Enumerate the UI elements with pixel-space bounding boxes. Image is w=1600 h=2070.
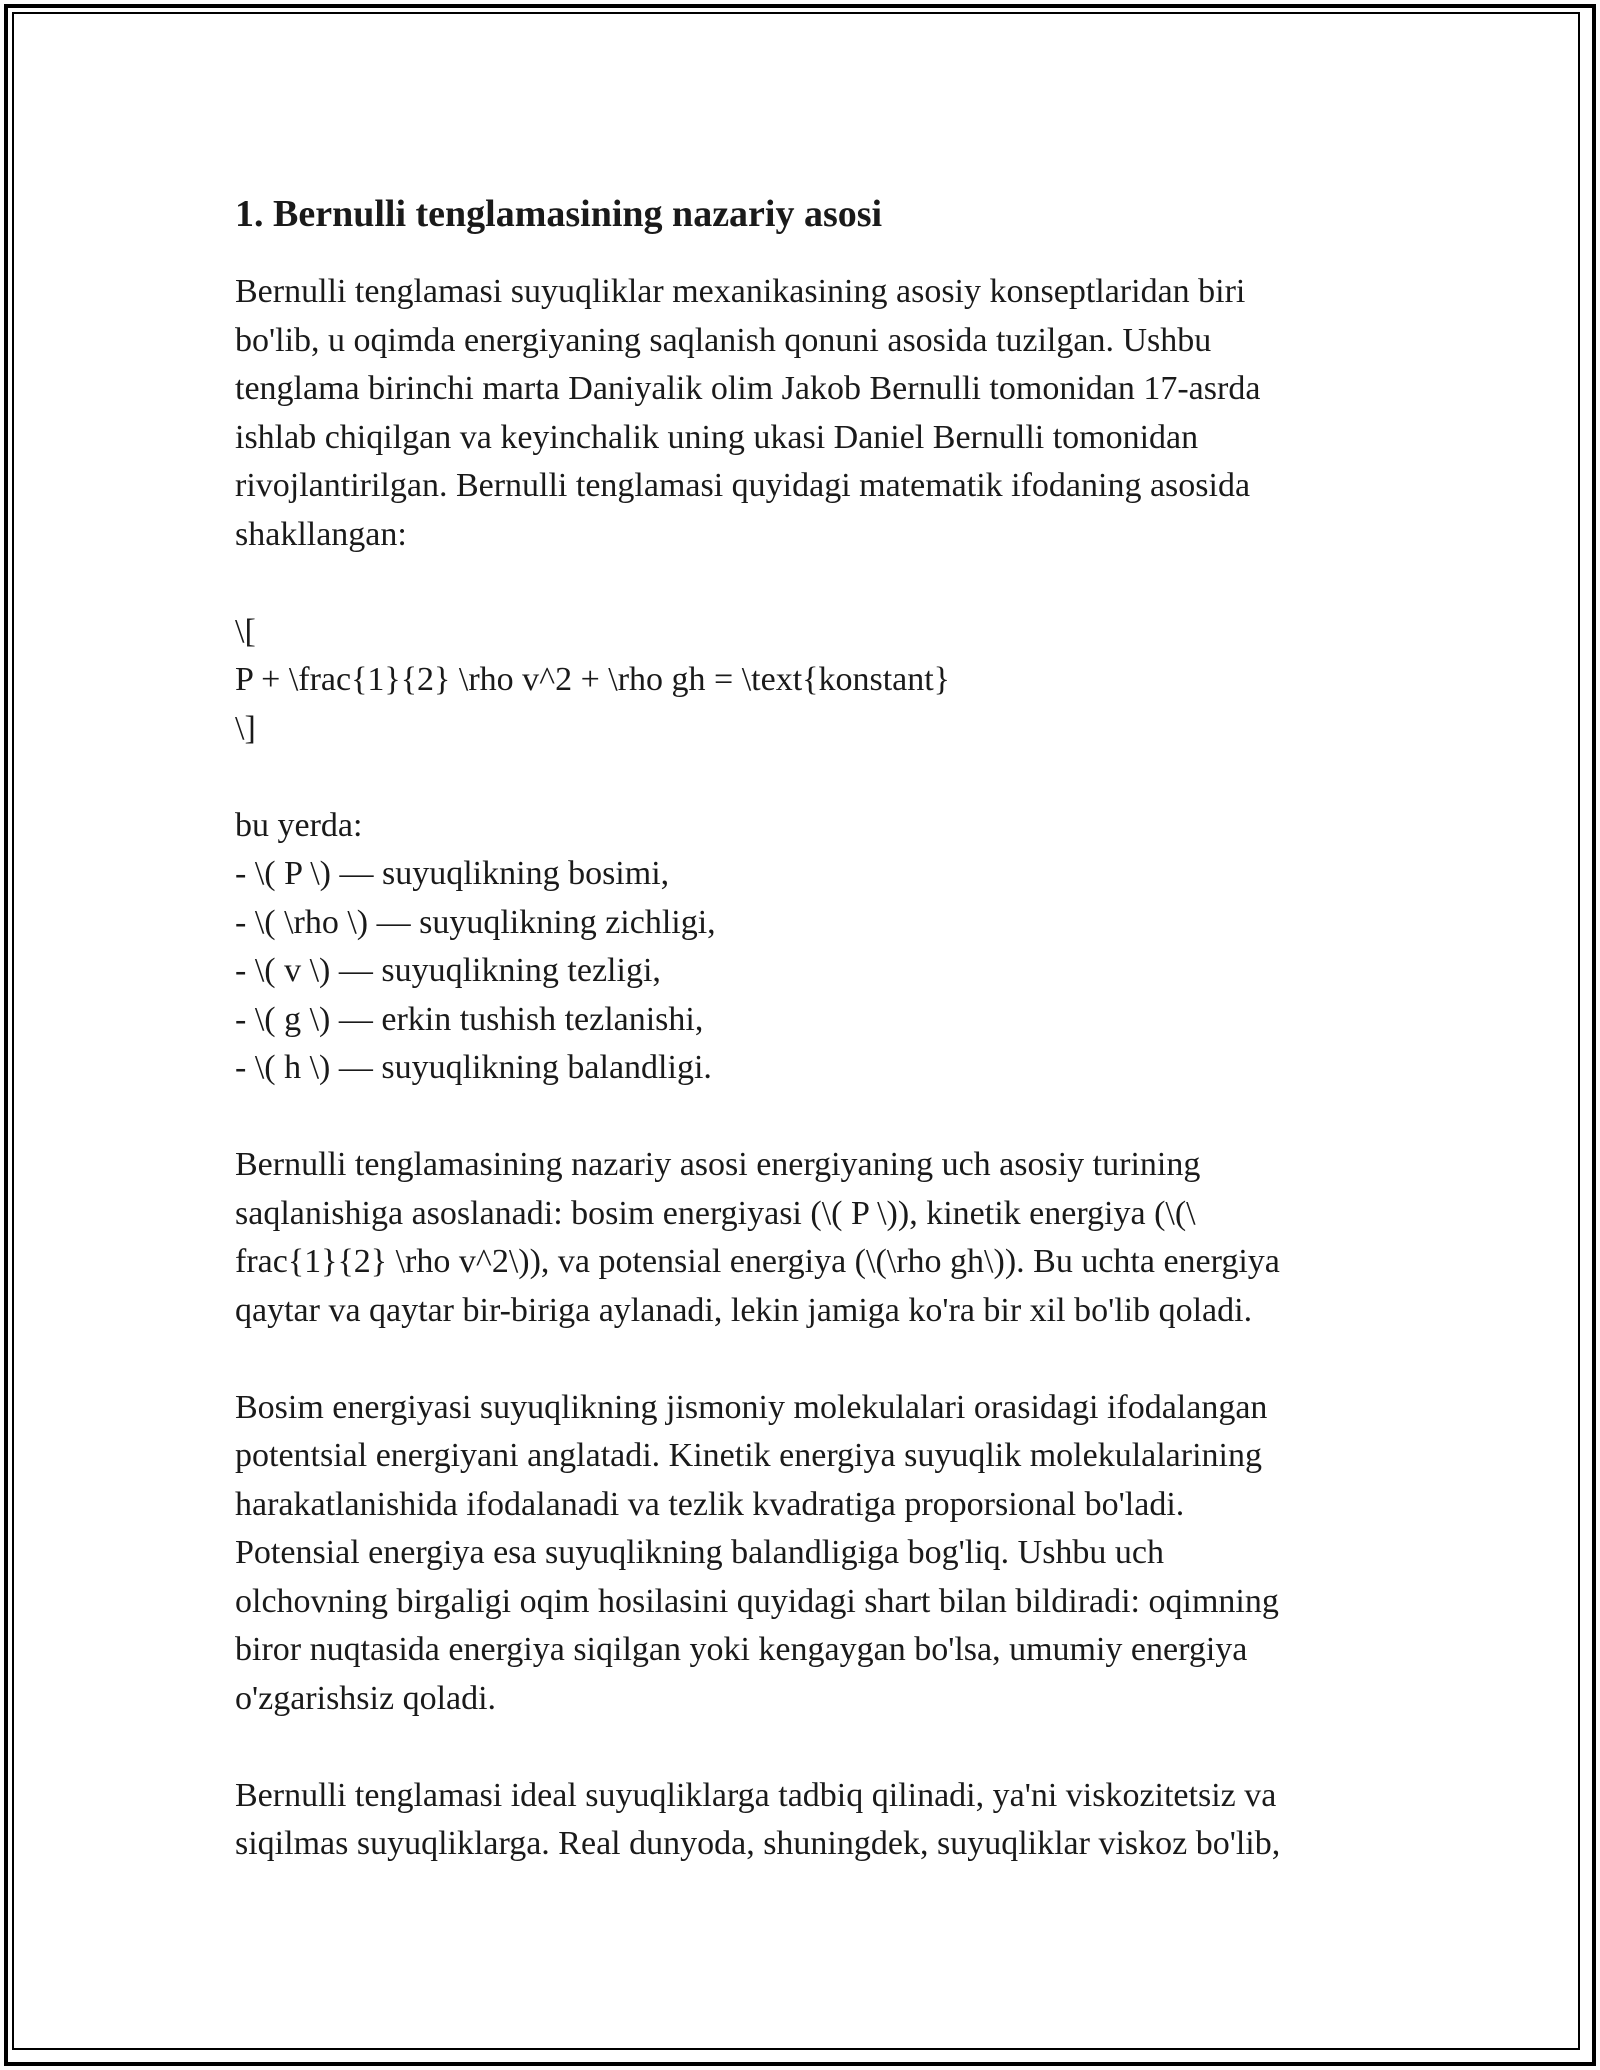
text-line: tenglama birinchi marta Daniyalik olim Jakob Bernulli tomonidan 17-asrda — [235, 370, 1261, 407]
formula-block — [235, 608, 1375, 754]
list-intro: bu yerda: — [235, 806, 363, 844]
list-item: - \( g \) — erkin tushish tezlanishi, — [235, 1000, 704, 1038]
paragraph-gap — [235, 753, 1375, 802]
text-line: Bernulli tenglamasining nazariy asosi energiyaning uch asosiy turining — [235, 1146, 1201, 1183]
text-line: ishlab chiqilgan va keyinchalik uning ukasi Daniel Bernulli tomonidan — [235, 418, 1199, 456]
paragraph-gap — [235, 1093, 1375, 1142]
pressure-paragraph — [235, 1384, 1375, 1724]
text-line: Potensial energiya esa suyuqlikning balandligiga bog'liq. Ushbu uch — [235, 1534, 1165, 1571]
text-line: Bernulli tenglamasi suyuqliklar mexanikasining asosiy konseptlaridan biri — [235, 273, 1246, 310]
paragraph-gap — [235, 559, 1375, 608]
formula-line: \] — [235, 709, 256, 747]
formula-line: \[ — [235, 612, 256, 650]
text-line: harakatlanishida ifodalanadi va tezlik kvadratiga proporsional bo'ladi. — [235, 1485, 1185, 1523]
text-line: biror nuqtasida energiya siqilgan yoki kengaygan bo'lsa, umumiy energiya — [235, 1631, 1248, 1668]
text-line: Bernulli tenglamasi ideal suyuqliklarga tadbiq qilinadi, ya'ni viskozitetsiz va — [235, 1776, 1277, 1814]
ideal-fluid-paragraph — [235, 1772, 1375, 1869]
text-line: siqilmas suyuqliklarga. Real dunyoda, shuningdek, suyuqliklar viskoz bo'lib, — [235, 1825, 1281, 1862]
formula-line: P + \frac{1}{2} \rho v^2 + \rho gh = \text{konstant} — [235, 661, 950, 698]
text-line: frac{1}{2} \rho v^2\)), va potensial energiya (\(\rho gh\)). Bu uchta energiya — [235, 1243, 1280, 1280]
paragraph-gap — [235, 1335, 1375, 1384]
document-body — [235, 186, 1375, 1869]
text-line: saqlanishiga asoslanadi: bosim energiyasi (\( P \)), kinetik energiya (\(\ — [235, 1194, 1196, 1232]
energy-paragraph — [235, 1141, 1375, 1335]
paragraph-gap — [235, 1723, 1375, 1772]
list-item: - \( v \) — suyuqlikning tezligi, — [235, 952, 661, 989]
text-line: qaytar va qaytar bir-biriga aylanadi, lekin jamiga ko'ra bir xil bo'lib qoladi. — [235, 1291, 1253, 1329]
text-line: shakllangan: — [235, 515, 407, 553]
list-item: - \( P \) — suyuqlikning bosimi, — [235, 855, 670, 892]
list-item: - \( \rho \) — suyuqlikning zichligi, — [235, 903, 716, 941]
text-line: o'zgarishsiz qoladi. — [235, 1679, 497, 1717]
intro-paragraph — [235, 268, 1375, 559]
list-item: - \( h \) — suyuqlikning balandligi. — [235, 1049, 712, 1086]
variables-list — [235, 802, 1375, 1093]
text-line: potentsial energiyani anglatadi. Kinetik energiya suyuqlik molekulalarining — [235, 1437, 1262, 1474]
text-line: olchovning birgaligi oqim hosilasini quyidagi shart bilan bildiradi: oqimning — [235, 1582, 1279, 1620]
text-line: bo'lib, u oqimda energiyaning saqlanish qonuni asosida tuzilgan. Ushbu — [235, 321, 1212, 359]
text-line: rivojlantirilgan. Bernulli tenglamasi quyidagi matematik ifodaning asosida — [235, 467, 1251, 504]
section-heading: 1. Bernulli tenglamasining nazariy asosi — [235, 193, 883, 235]
text-line: Bosim energiyasi suyuqlikning jismoniy molekulalari orasidagi ifodalangan — [235, 1388, 1268, 1426]
